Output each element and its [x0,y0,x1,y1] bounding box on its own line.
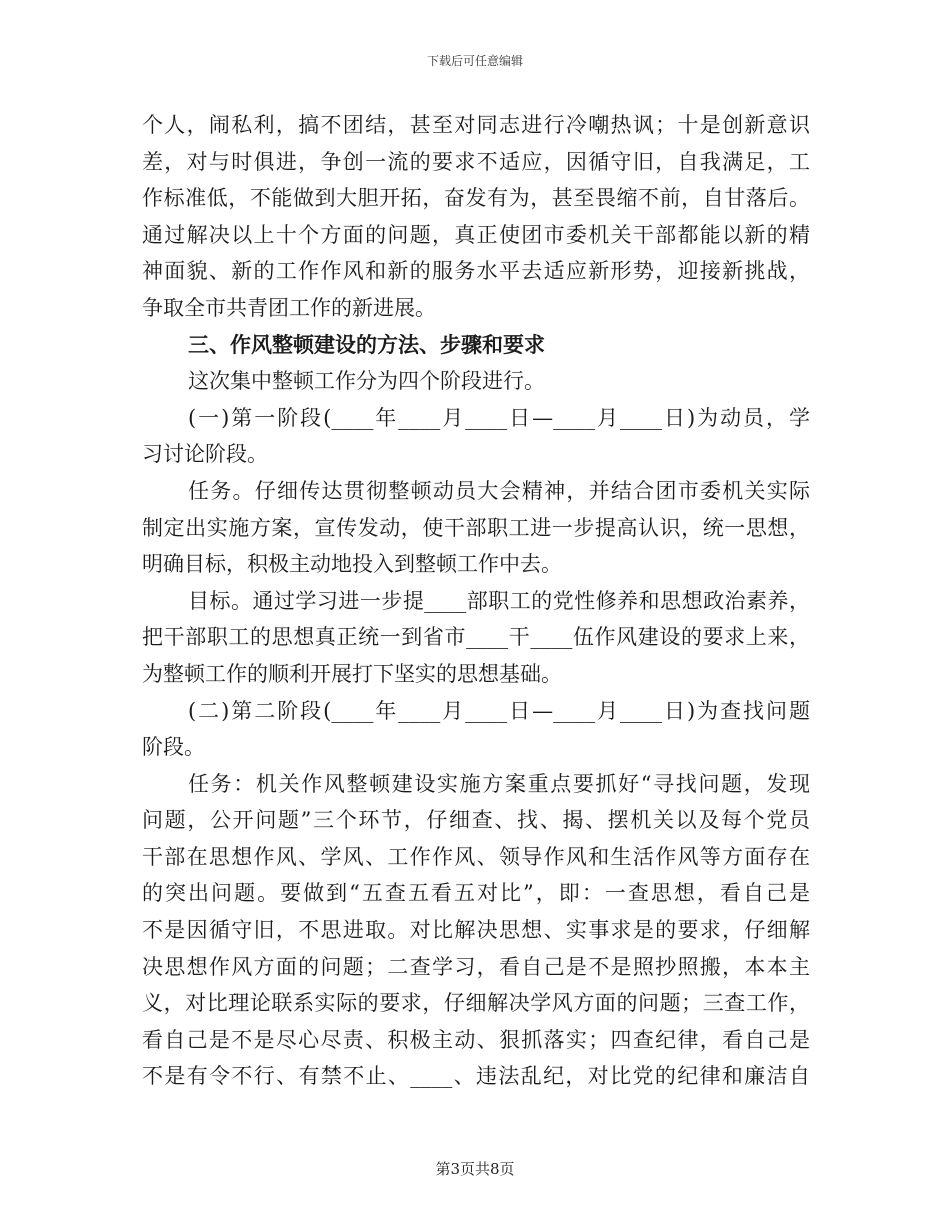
paragraph-first-line: 任务：机关作风整顿建设实施方案重点要抓好“寻找问题，发现 [188,771,810,796]
page-number: 第3页共8页 [435,1160,515,1178]
text-line: 通过解决以上十个方面的问题，真正使团市委机关干部都能以新的精 [142,222,810,247]
text-line: 个人，闹私利，搞不团结，甚至对同志进行冷嘲热讽；十是创新意识 [142,113,810,137]
text-line: 的突出问题。要做到“五查五看五对比”，即：一查思想，看自己是 [142,881,810,906]
section-heading: 三、作风整顿建设的方法、步骤和要求 [188,331,545,357]
text-line: 看自己是不是尽心尽责、积极主动、狠抓落实；四查纪律，看自己是 [142,1027,810,1052]
paragraph-first-line: 任务。仔细传达贯彻整顿动员大会精神，并结合团市委机关实际 [188,478,810,503]
text-line: 为整顿工作的顺利开展打下坚实的思想基础。 [142,661,562,686]
text-line: 义，对比理论联系实际的要求，仔细解决学风方面的问题；三查工作， [142,991,810,1016]
text-line: 明确目标，积极主动地投入到整顿工作中去。 [142,552,562,577]
text-line: 制定出实施方案，宣传发动，使干部职工进一步提高认识，统一思想， [142,515,810,540]
text-line: 问题，公开问题”三个环节，仔细查、找、揭、摆机关以及每个党员 [142,808,810,833]
paragraph-first-line: (一)第一阶段(____年____月____日—____月____日)为动员，学 [188,405,810,430]
text-line: 阶段。 [142,735,205,760]
text-line: 不是有令不行、有禁不止、____、违法乱纪，对比党的纪律和廉洁自 [142,1064,810,1089]
text-line: 神面貌、新的工作作风和新的服务水平去适应新形势，迎接新挑战， [142,259,810,284]
text-line: 作标准低，不能做到大胆开拓，奋发有为，甚至畏缩不前，自甘落后。 [142,186,810,211]
text-line: 不是因循守旧，不思进取。对比解决思想、实事求是的要求，仔细解 [142,918,810,943]
text-line: 干部在思想作风、学风、工作作风、领导作风和生活作风等方面存在 [142,844,810,869]
text-line: 决思想作风方面的问题；二查学习，看自己是不是照抄照搬，本本主 [142,954,810,979]
text-line: 把干部职工的思想真正统一到省市____干____伍作风建设的要求上来， [142,625,810,650]
text-line: 争取全市共青团工作的新进展。 [142,295,436,320]
paragraph-first-line: 目标。通过学习进一步提____部职工的党性修养和思想政治素养， [188,588,810,613]
page-header: 下载后可任意编辑 [426,54,523,68]
text-line: 习讨论阶段。 [142,442,268,467]
text-line: 差，对与时俱进，争创一流的要求不适应，因循守旧，自我满足，工 [142,149,810,174]
paragraph-first-line: (二)第二阶段(____年____月____日—____月____日)为查找问题 [188,698,810,723]
document-body [142,107,810,1095]
paragraph-first-line: 这次集中整顿工作分为四个阶段进行。 [188,369,545,394]
